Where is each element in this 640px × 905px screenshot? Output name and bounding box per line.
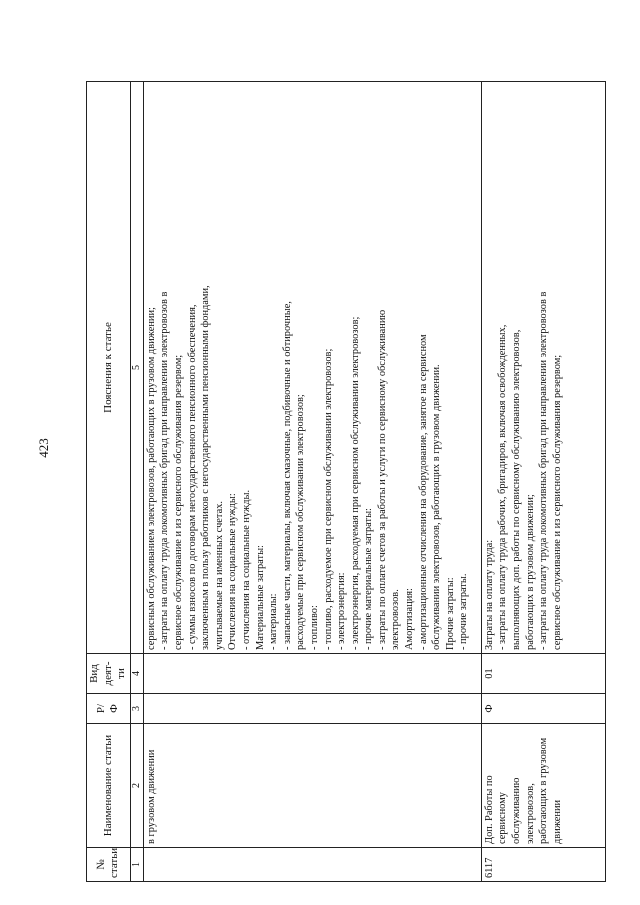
explanation-line: - амортизационные отчисления на оборудование, занятое на сервисном <box>417 334 429 650</box>
explanation-line: сервисное обслуживание и из сервисного обслуживания резервом; <box>551 354 563 650</box>
row-explanation <box>143 82 481 654</box>
header-activity-type <box>87 654 131 694</box>
row-activity-type <box>143 654 481 694</box>
explanation-line: электровозов. <box>390 589 402 650</box>
row-item-name: Доп. Работы по сервисному обслуживанию электровозов, работающих в грузовом движении <box>481 724 605 848</box>
cost-items-table <box>86 81 606 882</box>
header-vid-line2: деят-ти <box>101 661 128 686</box>
col-number-5: 5 <box>130 82 143 654</box>
col-number-4: 4 <box>130 654 143 694</box>
header-item-name: Наименование статьи <box>87 724 131 848</box>
explanation-line: - отчисления на социальные нужды. <box>240 489 252 650</box>
page-number: 423 <box>36 438 51 458</box>
col-number-3: 3 <box>130 694 143 724</box>
explanation-line: расходуемые при сервисном обслуживании электровозов; <box>295 394 307 650</box>
explanation-line: - затраты на оплату труда рабочих, бригадиров, включая освобожденных, <box>497 324 509 650</box>
header-rf-line2: Ф <box>108 704 121 713</box>
explanation-line: - прочие материальные затраты: <box>363 508 375 650</box>
explanation-line: - топливо: <box>308 605 320 650</box>
explanation-line: - электроэнергия, расходуемая при сервисном обслуживании электровозов; <box>349 316 361 650</box>
explanation-line: сервисное обслуживание и из сервисного обслуживания резервом; <box>172 354 184 650</box>
explanation-line: выполняющих доп. работы по сервисному обслуживанию электровозов, <box>510 329 522 650</box>
header-vid-line1: Вид <box>88 664 100 683</box>
explanation-line: заключенным в пользу работников с негосударственными пенсионными фондами, <box>200 285 212 650</box>
row-activity-type: 01 <box>481 654 605 694</box>
explanation-line: Амортизация: <box>404 588 416 650</box>
column-number-row <box>130 82 143 882</box>
explanation-line: работающих в грузовом движении; <box>524 494 536 650</box>
col-number-1: 1 <box>130 848 143 882</box>
explanation-line: - материалы: <box>268 593 280 650</box>
explanation-line: - топливо, расходуемое при сервисном обслуживании электровозов; <box>322 348 334 650</box>
rotated-table-container <box>86 82 606 882</box>
row-rf: Ф <box>481 694 605 724</box>
explanation-line: учитываемые на именных счетах. <box>213 501 225 650</box>
header-row <box>87 82 131 882</box>
row-item-number <box>143 848 481 882</box>
header-rf-line1: Р/ <box>94 703 107 714</box>
explanation-line: - затраты на оплату труда локомотивных бригад при направлении электровозов в <box>538 291 550 650</box>
col-number-2: 2 <box>130 724 143 848</box>
row-item-number: 6117 <box>481 848 605 882</box>
row-item-name: в грузовом движении <box>143 724 481 848</box>
explanation-line: Материальные затраты: <box>254 545 266 650</box>
explanation-line: Затраты на оплату труда: <box>483 539 495 650</box>
header-no-line1: № <box>94 859 107 870</box>
header-item-number <box>87 848 131 882</box>
explanation-line: - запасные части, материалы, включая смазочные, подбивочные и обтирочные, <box>281 301 293 650</box>
table-row <box>481 82 605 882</box>
explanation-line: обслуживании электровозов, работающих в грузовом движении. <box>431 364 443 650</box>
table-row <box>143 82 481 882</box>
header-explanation: Пояснения к статье <box>87 82 131 654</box>
explanation-line: Отчисления на социальные нужды: <box>227 493 239 650</box>
header-no-line2: статьи <box>108 847 121 878</box>
explanation-line: - прочие затраты. <box>458 573 470 650</box>
explanation-line: Прочие затраты: <box>444 577 456 650</box>
header-rf <box>87 694 131 724</box>
explanation-line: - электроэнергия: <box>336 572 348 650</box>
explanation-line: - суммы взносов по договорам негосударственного пенсионного обеспечения, <box>186 304 198 650</box>
explanation-line: - затраты на оплату труда локомотивных бригад при направлении электровозов в <box>159 291 171 650</box>
row-explanation <box>481 82 605 654</box>
row-rf <box>143 694 481 724</box>
explanation-line: сервисным обслуживанием электровозов, работающих в грузовом движении; <box>145 307 157 650</box>
explanation-line: - затраты по оплате счетов за работы и услуги по сервисному обслуживанию <box>376 309 388 650</box>
